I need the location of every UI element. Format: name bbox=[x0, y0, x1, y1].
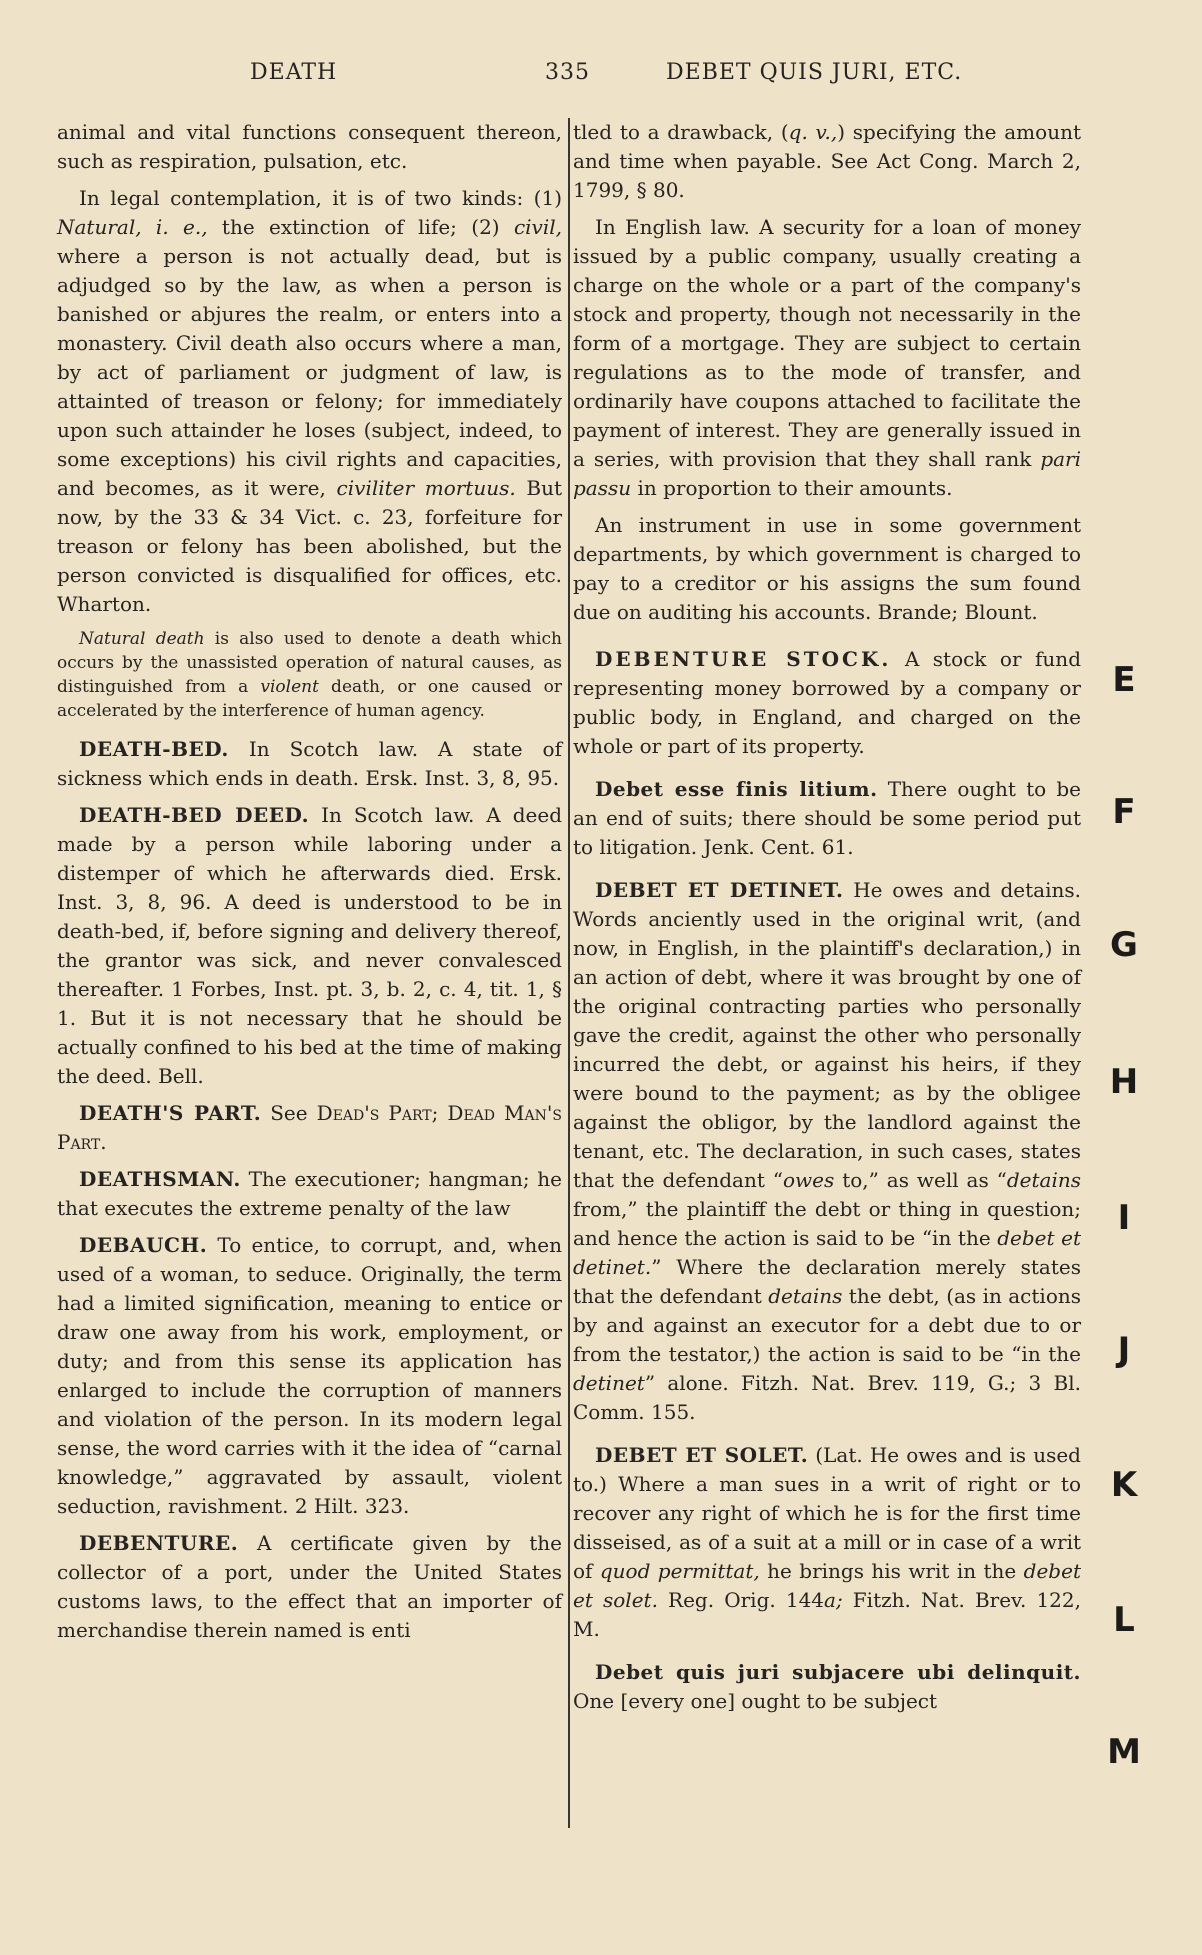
cross-reference: Dead's Part bbox=[316, 1101, 432, 1125]
thumb-index-letter[interactable]: K bbox=[1110, 1465, 1138, 1505]
headword: DEBENTURE. bbox=[79, 1531, 239, 1555]
right-column bbox=[573, 118, 1081, 1724]
thumb-index-letter[interactable]: G bbox=[1110, 925, 1138, 965]
thumb-index-letter[interactable]: I bbox=[1117, 1198, 1131, 1238]
header-right-guideword: DEBET QUIS JURI, ETC. bbox=[666, 60, 963, 85]
thumb-index-letter[interactable]: J bbox=[1117, 1330, 1131, 1370]
entry-death-continued: animal and vital functions consequent thereon, such as respiration, pulsation, etc. bbox=[57, 120, 562, 173]
headword: DEBAUCH. bbox=[79, 1233, 208, 1257]
headword: DEBENTURE STOCK. bbox=[595, 647, 892, 671]
headword: Debet esse finis litium. bbox=[595, 777, 878, 801]
entry-debenture-english-law: In English law. A security for a loan of money issued by a public company, usually creating a charge on the whole or a part of the company's stock and property, though not necessarily in the form of a mortgage. They are subject to certain regulations as to the mode of transfer, and ordinarily have coupons attached to facilitate the payment of interest. They are generally issued in a series, with provision that they shall rank pari passu in proportion to their amounts. bbox=[573, 215, 1081, 500]
headword: Debet quis juri subjacere ubi delinquit. bbox=[595, 1660, 1081, 1684]
left-column bbox=[57, 118, 562, 1653]
headword: DEBET ET DETINET. bbox=[595, 878, 844, 902]
headword: DEATH-BED. bbox=[79, 737, 229, 761]
headword: DEBET ET SOLET. bbox=[595, 1443, 809, 1467]
thumb-index-letter[interactable]: M bbox=[1107, 1732, 1141, 1772]
thumb-index-letter[interactable]: F bbox=[1112, 792, 1136, 832]
note-natural-death: Natural death is also used to denote a death which occurs by the unassisted operation of natural causes, as distinguished from a violent death, or one caused or accelerated by the interference of human agency. bbox=[57, 629, 562, 721]
entry-debet-et-solet: DEBET ET SOLET. (Lat. He owes and is used to.) Where a man sues in a writ of right or to recover any right of which he is for the first time disseised, as of a suit at a mill or in case of a writ of quod permittat, he brings his writ in the debet et solet. Reg. Orig. 144a; Fitzh. Nat. Brev. 122, M. bbox=[573, 1443, 1081, 1641]
page-number: 335 bbox=[545, 60, 590, 85]
entry-deathsman: DEATHSMAN. The executioner; hangman; he that executes the extreme penalty of the law bbox=[57, 1167, 562, 1220]
headword: DEATHSMAN. bbox=[79, 1167, 241, 1191]
header-left-guideword: DEATH bbox=[250, 60, 338, 85]
entry-debet-esse-finis: Debet esse finis litium. There ought to be an end of suits; there should be some period put to litigation. Jenk. Cent. 61. bbox=[573, 777, 1081, 859]
entry-debenture-continued: tled to a drawback, (q. v.,) specifying the amount and time when payable. See Act Cong. March 2, 1799, § 80. bbox=[573, 120, 1081, 202]
cross-reference: Dead Man's Part bbox=[57, 1101, 562, 1154]
entry-death-bed-deed: DEATH-BED DEED. In Scotch law. A deed made by a person while laboring under a distemper of which he afterwards died. Ersk. Inst. 3, 8, 96. A deed is understood to be in death-bed, if, before signing and delivery thereof, the grantor was sick, and never convalesced thereafter. 1 Forbes, Inst. pt. 3, b. 2, c. 4, tit. 1, § 1. But it is not necessary that he should be actually confined to his bed at the time of making the deed. Bell. bbox=[57, 803, 562, 1088]
entry-death-kinds: In legal contemplation, it is of two kinds: (1) Natural, i. e., the extinction of life; (2) civil, where a person is not actually dead, but is adjudged so by the law, as when a person is banished or abjures the realm, or enters into a monastery. Civil death also occurs where a man, by act of parliament or judgment of law, is attainted of treason or felony; for immediately upon such attainder he loses (subject, indeed, to some exceptions) his civil rights and capacities, and becomes, as it were, civiliter mortuus. But now, by the 33 & 34 Vict. c. 23, forfeiture for treason or felony has been abolished, but the person convicted is disqualified for offices, etc. Wharton. bbox=[57, 186, 562, 616]
headword: DEATH'S PART. bbox=[79, 1101, 262, 1125]
thumb-index-letter[interactable]: L bbox=[1113, 1600, 1135, 1640]
entry-debenture-stock: DEBENTURE STOCK. A stock or fund representing money borrowed by a company or public body, in England, and charged on the whole or part of its property. bbox=[573, 647, 1081, 758]
entry-debet-et-detinet: DEBET ET DETINET. He owes and detains. Words anciently used in the original writ, (and now, in English, in the plaintiff's declaration,) in an action of debt, where it was brought by one of the original contracting parties who personally gave the credit, against the other who personally incurred the debt, or against his heirs, if they were bound to the payment; as by the obligee against the obligor, by the landlord against the tenant, etc. The declaration, in such cases, states that the defendant “owes to,” as well as “detains from,” the plaintiff the debt or thing in question; and hence the action is said to be “in the debet et detinet.” Where the declaration merely states that the defendant detains the debt, (as in actions by and against an executor for a debt due to or from the testator,) the action is said to be “in the detinet” alone. Fitzh. Nat. Brev. 119, G.; 3 Bl. Comm. 155. bbox=[573, 878, 1082, 1424]
column-divider bbox=[568, 118, 570, 1828]
entry-debauch: DEBAUCH. To entice, to corrupt, and, when used of a woman, to seduce. Originally, the term had a limited signification, meaning to entice or draw one away from his work, employment, or duty; and from this sense its application has enlarged to include the corruption of manners and violation of the person. In its modern legal sense, the word carries with it the idea of “carnal knowledge,” aggravated by assault, violent seduction, ravishment. 2 Hilt. 323. bbox=[57, 1233, 562, 1518]
headword: DEATH-BED DEED. bbox=[79, 803, 310, 827]
running-header bbox=[0, 60, 1202, 100]
entry-debenture-instrument: An instrument in use in some government departments, by which government is charged to pay to a creditor or his assigns the sum found due on auditing his accounts. Brande; Blount. bbox=[573, 513, 1081, 624]
thumb-index-letter[interactable]: E bbox=[1112, 660, 1136, 700]
entry-debet-quis-juri: Debet quis juri subjacere ubi delinquit. One [every one] ought to be subject bbox=[573, 1660, 1081, 1713]
entry-death-bed: DEATH-BED. In Scotch law. A state of sickness which ends in death. Ersk. Inst. 3, 8, 95. bbox=[57, 737, 562, 790]
thumb-index-letter[interactable]: H bbox=[1109, 1062, 1139, 1102]
entry-deaths-part: DEATH'S PART. See Dead's Part; Dead Man's Part. bbox=[57, 1101, 562, 1154]
entry-debenture: DEBENTURE. A certificate given by the collector of a port, under the United States customs laws, to the effect that an importer of merchandise therein named is enti bbox=[57, 1531, 562, 1642]
